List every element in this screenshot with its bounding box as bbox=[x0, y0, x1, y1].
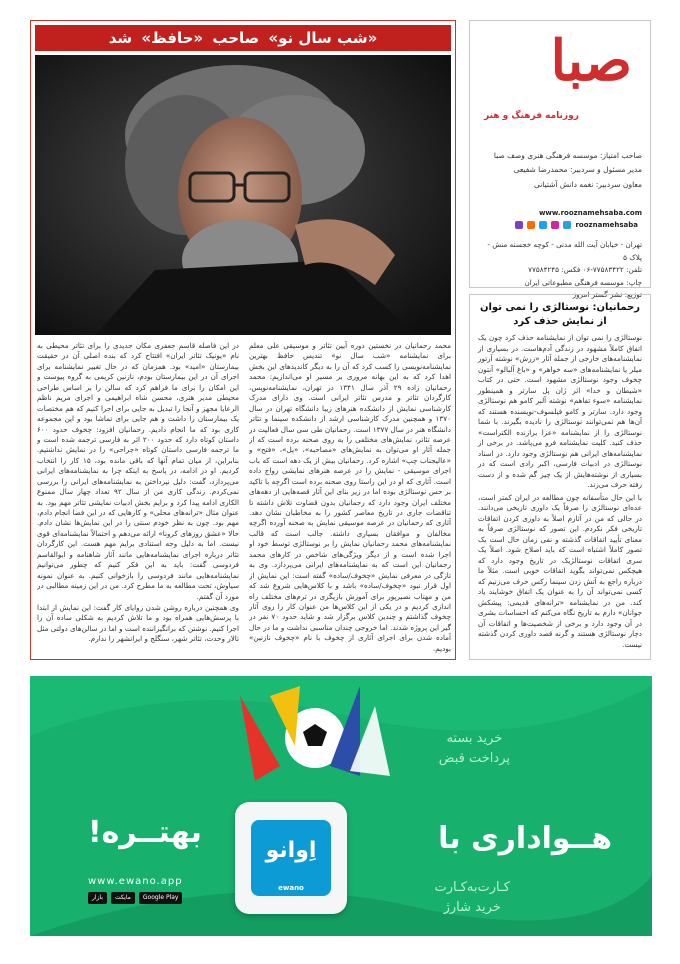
ad-service-list-bottom bbox=[434, 878, 510, 917]
masthead-credits bbox=[476, 149, 642, 192]
article-column-right bbox=[249, 341, 451, 656]
deputy-line: معاون سردبیر: نغمه دانش آشتیانی bbox=[533, 179, 642, 189]
title-part: شد bbox=[108, 29, 133, 47]
side-article bbox=[469, 294, 651, 660]
article-paragraph: در این فاصله قاسم جعفری مکان جدیدی را برای تئاتر محیطی به نام «یونیک تئاتر ایران» افتتاح کرد که بنده اصلی آن در حقیقت بیمارستان «امید» بود. همزمان که در حال تغییر نمایشنامه برای اجرای آن در این بیمارستان بودم، نازنین کریمی به گروه پیوست و این امکان را برای ما فراهم کرد که سالن را بر اساس طراحی محیطی مدیر هنری، محسن شاه ابراهیمی و اجرای مریم ناظم الرعایا مجهز و آنجا را تبدیل به جایی برای اجرا کنیم که هم مختصات یک بیمارستان را داشت و هم جایی برای تماشا بود و این مجموعه کاری بود که ما انجام دادیم. رحمانیان افزود: چخوف حدود ۶۰۰ داستان کوتاه دارد که حدود ۲۰۰ اثر به فارسی ترجمه شده است و ما ترجمه فارسی داستان کوتاه «جراحی» را در نمایش نداشتیم. بنابراین، از میان تمام آنها که باقی مانده بود، ۱۵ کار را انتخاب کردیم. او در ادامه، در پاسخ به اینکه چرا به نمایشنامه‌های ایرانی می‌پردازد، گفت: دلیل نپرداختن به نمایشنامه‌های ایرانی را بررسی نمی‌کردم. زندگی کاری من از سال ۹۲ تعداد چهار سال ممنوع الکاری ادامه پیدا کرد و برایم بخش ادبیات نمایشی تئاتر مهم بود. به عنوان مثال «ترانه‌های محلی» و کارهایی که در این فضا انجام دادم، مهم بود. چون به نظر خودم سنتی را در این نمایش‌ها نشان دادم. حالا «عشق روزهای کرونا» ارائه می‌دهم و احتمالاً نمایشنامه‌ای قوی نیست. اما به دلیل وجه استنادی برایم مهم هست. این کارگردان تئاتر درباره اجرای نمایشنامه‌هایی مانند آثار شاهنامه و ابوالقاسم فردوسی گفت: باید به این فکر کنیم که چطور می‌توانیم نمایشنامه‌هایی مانند فردوسی را بازخوانی کنیم. به عنوان نمونه سیاوش، تحت مطالعه به ما مطرح کرد. من در این زمینه مطالبی در مورد آن گفتم. bbox=[37, 341, 239, 601]
website-link[interactable]: www.rooznamehsaba.com bbox=[538, 209, 642, 217]
article-paragraph: محمد رحمانیان در نخستین دوره آیین تئاتر و موسیقی علی معلم برای نمایشنامه «شب سال نو» تندیس حافظ بهترین نمایشنامه‌نویسی را کسب کرد که آن را به دیگر کاندیدهای این بخش اهدا کرد که به این بهانه مروری بر مسیر او می‌اندازیم: محمد رحمانیان زاده ۲۹ آذر سال ۱۳۴۱ در تهران، نمایشنامه‌نویس، کارگردان تئاتر و مدرس تئاتر ایرانی است. وی دارای مدرک کارشناسی نمایش از دانشکده هنرهای زیبا دانشگاه تهران در سال ۱۳۷۰ و همچنین مدرک کارشناسی ارشد از دانشکده سینما و تئاتر دانشگاه هنر در سال ۱۳۷۷ است. رحمانیان طی سی سال فعالیت در عرصه تئاتر، نمایش‌های مختلفی را به روی صحنه برده است که از جمله آثار او می‌توان به نمایش‌های «مصاحبه»، «پل»، «فتح» و «عالیجناب چپ» اشاره کرد. رحمانیان بیش از یک دهه است که باب اجرای موسیقی - نمایش را در عرصه هنرهای نمایشی رواج داده است. آثاری که او در این راستا روی صحنه برده است اگرچه با تاکید بر حس نوستالژی بوده اما در زیر بنای این آثار قصه‌هایی از دهه‌های مختلف ایران وجود دارد که رحمانیان بدون قضاوت تلاش داشته تا تناقضات جاری در تاریخ معاصر کشور را به مخاطبان نشان دهد. آثاری که رحمانیان در عرصه موسیقی نمایش به صحنه آورده اگرچه مخالفان و موافقان بسیاری داشته. جالب است که قالب نمایشنامه‌های محمد رحمانیان نمایش را بر نوستالژی توسط خود او اجرا شده است و از دیگر ویژگی‌های شاخص در کارهای محمد رحمانیان این است که به نمایشنامه‌های ایرانی می‌پردازد. وی به تازگی در معرفی نمایش «چخوف/ساده» گفته است: این نمایش از اول قرار نبود «چخوف/ساده» باشد و با کلاس‌هایی شروع شد که من و مهتاب نصیرپور برای آموزش بازیگری در ترم‌های مختلف راه اندازی کردیم و در یکی از این کلاس‌ها من عنوان کار را روی آثار چخوف گذاشتم و چندین کلاس برگزار شد و شاید حدود ۷۰ نفر در گیر این پروژه شدند. اما خروجی چندان مناسبی نداشت و ما در حال آماده شدن برای اجرای آثاری از چخوف با نام «چخوف نازنین» بودیم. bbox=[249, 341, 451, 653]
instagram-icon[interactable] bbox=[551, 221, 559, 229]
ewano-app-icon[interactable] bbox=[235, 802, 347, 914]
masthead bbox=[469, 20, 651, 300]
article-column-left bbox=[37, 341, 239, 656]
masthead-address bbox=[476, 239, 642, 302]
ad-service-item: خرید شارژ bbox=[443, 899, 501, 915]
side-article-title: رحمانیان: نوستالژی را نمی توان از نمایش حذف کرد bbox=[479, 302, 641, 327]
side-paragraph: با این حال متأسفانه چون مطالعه در ایران کمتر است، عده‌ای نوستالژی را صرفاً یک داوری تاریخی می‌دانند. در حالی که من در آثارم اصلاً به داوری کردن اتفاقات تاریخی فکر نکردم. این تصور که نوستالژی صرفاً به معنای تأیید اتفاقات گذشته و نفی زمان حال است یک تصور کاملاً اشتباه است که باید اصلاح شود. اصلاً یک سری اتفاقات نوستالژیک در تاریخ وجود دارد که هیچکس نمی‌تواند بگوید اتفاقات خوبی است. مثلاً ما درباره راجع به آتش زدن سینما رکس حرف می‌زنیم که کسی نمی‌تواند آن را به عنوان یک اتفاق خوشایند یاد کند. من در نمایشنامه «ترانه‌های قدیمی: پیشکش جوانان» دارم به تاریخ نگاه می‌کنم که احساسات بشری در آن وجود دارد و برخی از شخصیت‌ها و اتفاقات آن دچار نوستالژی هستند و گرنه قصد داوری کردن گذشته نیست. bbox=[478, 492, 642, 649]
editor-line: مدیر مسئول و سردبیر: محمدرضا شفیعی bbox=[513, 165, 642, 175]
address-line: تهران - خیابان آیت الله مدنی - کوچه خجسته منش - پلاک ۵ bbox=[487, 240, 642, 262]
ad-headline-left: بهتــره! bbox=[88, 815, 202, 850]
logo bbox=[480, 29, 640, 129]
rubika-icon[interactable] bbox=[515, 221, 523, 229]
social-handle[interactable]: rooznamehsaba bbox=[575, 221, 638, 229]
license-line: صاحب امتیاز: موسسه فرهنگی هنری وصف صبا bbox=[493, 151, 642, 160]
distribution-line: توزیع: نشر گستر امروز bbox=[572, 290, 642, 300]
phone-line: تلفن: ۷۷۵۸۳۴۲۲-۰۶ فکس: ۷۷۵۸۴۲۴۵ bbox=[528, 265, 642, 275]
main-article bbox=[30, 20, 456, 660]
print-line: چاپ: موسسه فرهنگی مطبوعاتی ایران bbox=[524, 277, 642, 287]
app-name: اِوانو bbox=[265, 838, 317, 863]
store-badges bbox=[88, 892, 182, 904]
main-article-title bbox=[35, 25, 451, 51]
twitter-icon[interactable] bbox=[539, 221, 547, 229]
telegram-icon[interactable] bbox=[563, 221, 571, 229]
logo-text: صبا bbox=[550, 28, 632, 94]
ad-service-list-top bbox=[439, 729, 510, 768]
ewano-advertisement[interactable] bbox=[30, 676, 652, 936]
title-part: «حافظ» bbox=[141, 29, 204, 47]
ad-service-item: خرید بسته bbox=[446, 731, 503, 746]
bazaar-store-badge[interactable]: بازار bbox=[88, 892, 107, 904]
ewano-logo bbox=[251, 820, 331, 896]
app-latin-name: ewano bbox=[278, 884, 304, 892]
ad-service-item: پرداخت قبض bbox=[438, 750, 510, 766]
side-paragraph: نوستالژی را نمی توان از نمایشنامه حذف کرد چون یک اتفاق کاملاً مشهود در زندگی آدم‌هاست. در بسیاری از نمایشنامه‌های خارجی از جمله آثار «زرش» نوشته آرتور میلر یا نمایشنامه‌های «سه خواهر» و «باغ آلبالو» آنتون چخوف وجود نوستالژی مشهود است. حتی در کتاب «شیطان و خدا» اثر ژان پل سارتر و همینطور نمایشنامه «سوء تفاهم» نوشته آلبر کامو هم نوستالژی وجود دارد. سارتر و کامو فیلسوف-نویسنده هستند که آن‌ها هم نمی‌توانند نوستالژی را نادیده بگیرند. با شما نوستالژی را از نمایشنامه «عزا برازنده الکتراست» حذف کنید. کلیت نمایشنامه فرو می‌پاشد. در برخی از نمایشنامه‌های ایرانی هم نوستالژی وجود دارد. در اسناد نوستالژی در ادبیات فارسی، اکبر رادی است که در بسیاری از نوشته‌هایش از یک چیز گم شده و از دست رفته حرف می‌زند. bbox=[478, 333, 642, 490]
article-photo bbox=[35, 55, 451, 335]
title-part: «شب سال نو» bbox=[268, 29, 378, 47]
logo-tagline: روزنامه فرهنگ و هنر bbox=[484, 111, 579, 121]
ad-url-link[interactable]: www.ewano.app bbox=[88, 876, 183, 887]
ad-headline-right: هــواداری با bbox=[438, 821, 612, 856]
side-article-body bbox=[478, 333, 642, 650]
article-columns bbox=[37, 341, 451, 656]
myket-store-badge[interactable]: مایکت bbox=[111, 892, 135, 904]
ad-service-item: کـارت‌به‌کـارت bbox=[434, 880, 510, 895]
title-part: صاحب bbox=[212, 29, 260, 47]
google-play-badge[interactable]: Google Play bbox=[139, 892, 183, 904]
aparat-icon[interactable] bbox=[527, 221, 535, 229]
social-links bbox=[515, 221, 642, 229]
article-paragraph: وی همچنین درباره روشن شدن زوایای کار گفت: این نمایش از ابتدا با پرسش‌هایی همراه بود و ما تلاش کردیم به شکلی ساده آن را اجرا کنیم. نوشتن که برانگیزاننده است و اما در سالن‌های دولتی مثل تالار وحدت، تئاتر شهر، سنگلج و ایرانشهر را ندارم. bbox=[37, 602, 239, 644]
